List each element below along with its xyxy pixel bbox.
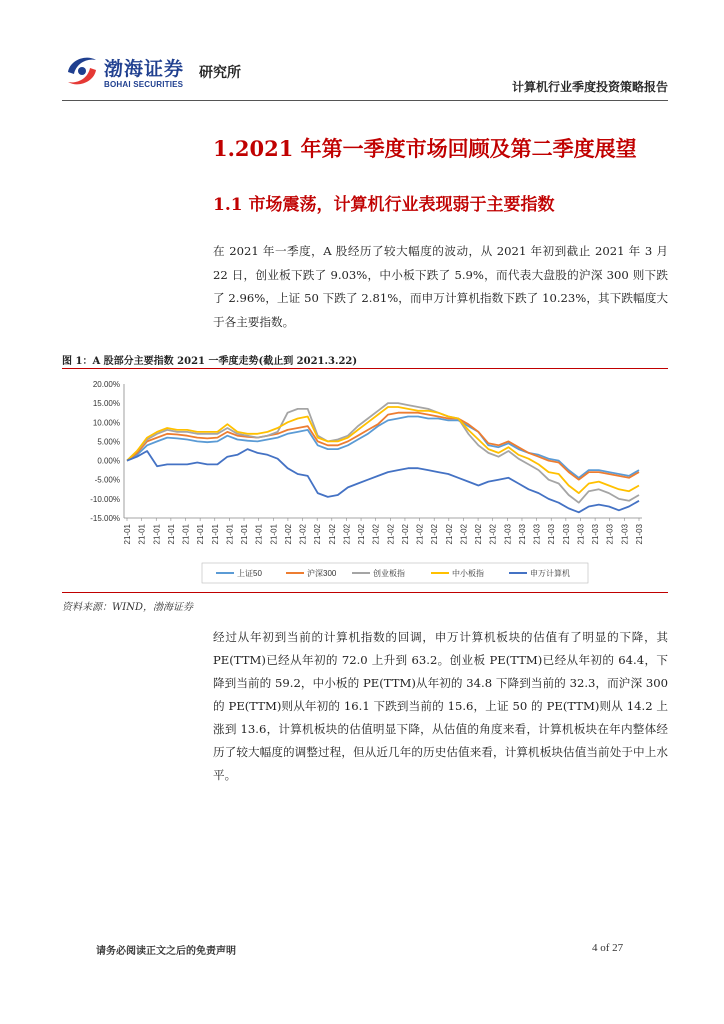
page-number: 4 of 27 [592, 942, 624, 954]
report-type-title: 计算机行业季度投资策略报告 [511, 80, 668, 94]
logo-chinese-name: 渤海证券 [104, 58, 185, 80]
x-tick-label: 21-02 [474, 524, 484, 545]
x-tick-label: 21-03 [503, 524, 513, 545]
figure-bottom-rule [62, 592, 668, 593]
x-tick-label: 21-02 [488, 524, 498, 545]
x-tick-label: 21-01 [137, 524, 147, 545]
y-tick-label: 20.00% [92, 380, 120, 389]
x-tick-label: 21-03 [517, 524, 527, 545]
y-tick-label: 0.00% [97, 456, 120, 466]
intro-paragraph: 在 2021 年一季度，A 股经历了较大幅度的波动，从 2021 年初到截止 2021 年 3 月 22 日，创业板下跌了 9.03%，中小板下跌了 5.9%，而代表大盘股的沪深 300 则下跌了 2.96%，上证 50 下跌了 2.81%，而申万计算机指数下跌了 10.23%，其下跌幅度大于各主要指数。 [213, 244, 668, 329]
disclaimer-note: 请务必阅读正文之后的免责声明 [96, 946, 236, 957]
page-header [62, 48, 668, 98]
x-tick-label: 21-02 [298, 524, 308, 545]
x-tick-label: 21-02 [357, 524, 367, 545]
x-tick-label: 21-01 [152, 524, 162, 545]
legend-label-1: 沪深300 [307, 569, 337, 578]
section-heading-1-1: 1.1 市场震荡，计算机行业表现弱于主要指数 [213, 195, 555, 215]
x-tick-label: 21-03 [591, 524, 601, 545]
legend-label-0: 上证50 [237, 569, 262, 578]
series-line-2 [127, 403, 639, 503]
x-tick-label: 21-02 [430, 524, 440, 545]
x-tick-label: 21-01 [269, 524, 279, 545]
x-tick-label: 21-02 [459, 524, 469, 545]
x-tick-label: 21-02 [415, 524, 425, 545]
x-tick-label: 21-02 [444, 524, 454, 545]
x-tick-label: 21-01 [181, 524, 191, 545]
x-tick-label: 21-02 [386, 524, 396, 545]
x-tick-label: 21-01 [210, 524, 220, 545]
x-tick-label: 21-01 [225, 524, 235, 545]
x-tick-label: 21-03 [561, 524, 571, 545]
x-tick-label: 21-03 [635, 524, 644, 545]
x-tick-label: 21-01 [240, 524, 250, 545]
x-tick-label: 21-03 [620, 524, 630, 545]
x-tick-label: 21-02 [283, 524, 293, 545]
x-tick-label: 21-03 [576, 524, 586, 545]
legend-label-4: 申万计算机 [530, 569, 570, 578]
header-divider [62, 100, 668, 101]
y-tick-label: -5.00% [94, 475, 120, 485]
x-tick-label: 21-01 [166, 524, 176, 545]
x-tick-label: 21-01 [254, 524, 264, 545]
x-tick-label: 21-01 [196, 524, 206, 545]
x-tick-label: 21-02 [400, 524, 410, 545]
index-performance-chart [62, 372, 668, 588]
section-heading-1: 1.2021 年第一季度市场回顾及第二季度展望 [213, 136, 637, 161]
x-tick-label: 21-02 [327, 524, 337, 545]
valuation-paragraph: 经过从年初到当前的计算机指数的回调，申万计算机板块的估值有了明显的下降，其 PE(TTM)已经从年初的 72.0 上升到 63.2。创业板 PE(TTM)已经从年初的 64.4，下降到当前的 59.2，中小板的 PE(TTM)从年初的 34.8 下降到当前的 32.3，而沪深 300 的 PE(TTM)则从年初的 16.1 下跌到当前的 15.6，上证 50 的 PE(TTM)则从 14.2 上涨到 13.6，计算机板块的估值明显下降，从估值的角度来看，计算机板块在年内整体经历了较大幅度的调整过程，但从近几年的历史估值来看，计算机板块估值当前处于中上水平。 [213, 630, 668, 782]
y-tick-label: 5.00% [97, 437, 120, 447]
figure-source: 资料来源：WIND，渤海证券 [62, 602, 193, 613]
x-tick-label: 21-01 [123, 524, 132, 545]
y-tick-label: 15.00% [92, 399, 120, 409]
x-tick-label: 21-02 [342, 524, 352, 545]
series-line-0 [127, 417, 639, 478]
legend-label-3: 中小板指 [452, 569, 484, 578]
figure-top-rule [62, 368, 668, 369]
x-tick-label: 21-02 [313, 524, 323, 545]
legend-label-2: 创业板指 [373, 569, 405, 578]
logo-english-name: BOHAI SECURITIES [104, 80, 184, 89]
y-tick-label: 10.00% [92, 418, 120, 428]
x-tick-label: 21-02 [371, 524, 381, 545]
series-line-4 [127, 449, 639, 512]
x-tick-label: 21-03 [605, 524, 615, 545]
institute-label: 研究所 [199, 65, 241, 81]
y-tick-label: -10.00% [90, 494, 120, 504]
x-tick-label: 21-03 [532, 524, 542, 545]
x-tick-label: 21-03 [547, 524, 557, 545]
y-tick-label: -15.00% [90, 514, 120, 523]
bohai-logo-icon [64, 52, 100, 90]
figure-title: 图 1：A 股部分主要指数 2021 一季度走势(截止到 2021.3.22) [62, 356, 358, 367]
